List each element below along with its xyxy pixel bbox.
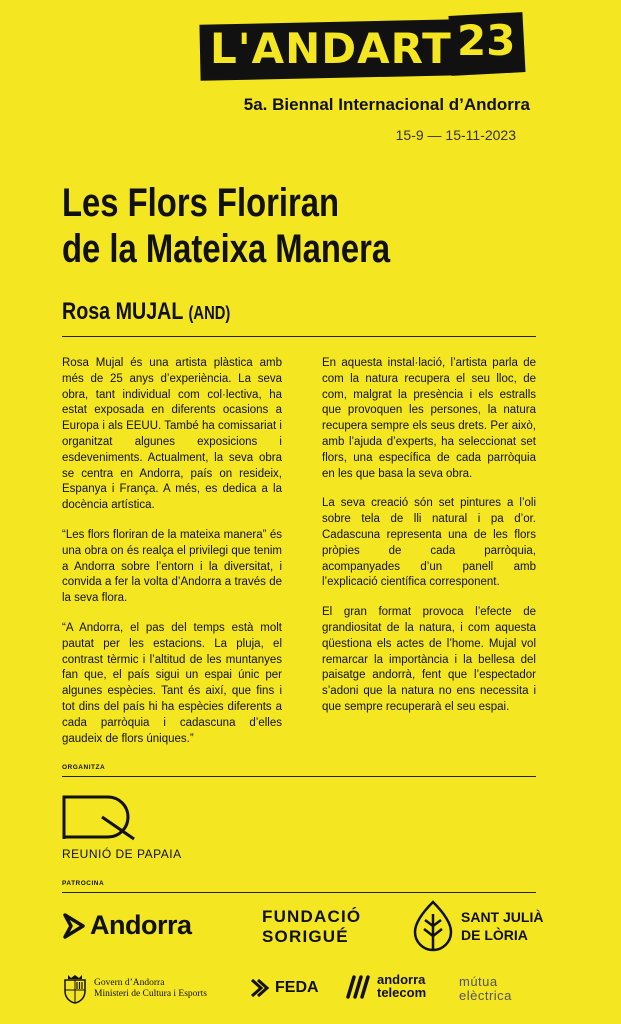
andorra-telecom-logo: [345, 973, 426, 999]
body-column-left: [62, 356, 282, 761]
andorra-logo-text: Andorra: [90, 910, 192, 940]
feda-text: FEDA: [275, 979, 319, 996]
govern-line-1: Govern d’Andorra: [94, 978, 165, 988]
artist-country: (AND): [188, 303, 231, 323]
feda-logo: [250, 976, 319, 1000]
artist-full-name: Rosa MUJAL: [62, 298, 184, 325]
logo-year: 23: [457, 16, 516, 65]
landart-logo: [200, 10, 530, 80]
feda-icon: [250, 976, 272, 1000]
event-subtitle: 5a. Biennal Internacional d’Andorra: [243, 95, 530, 114]
event-dates: 15-9 — 15-11-2023: [395, 127, 516, 143]
coat-of-arms-icon: [62, 974, 88, 1004]
paragraph: En aquesta instal·lació, l’artista parla de com la natura recupera el seu lloc, de com, malgrat la presència i els estralls que provoquen les persones, la natura recupera sempre els seus drets. Per això, amb l’ajuda d’experts, ha seleccionat set flors, una específica de cada parròquia en les que basa la seva obra.: [322, 357, 536, 480]
divider-patrocina: [62, 892, 536, 893]
mutua-electrica-logo: [459, 975, 512, 1003]
organitza-label: ORGANITZA: [62, 764, 106, 771]
artwork-title: [62, 180, 488, 272]
title-line-2: de la Mateixa Manera: [62, 227, 391, 271]
reunio-logo-icon: [62, 793, 142, 846]
logo-text: L'ANDART: [210, 24, 452, 73]
mutua-line-1: mútua: [459, 974, 498, 989]
play-arrow-icon: [62, 912, 86, 940]
divider-top: [62, 336, 536, 337]
paragraph: Rosa Mujal és una artista plàstica amb més de 25 anys d’experiència. La seva obra, tant individual com col·lectiva, ha estat exposada en diferents ocasions a Europa i als EEUU. També ha comissariat i organitzat algunes exposicions i esdeveniments. Actualment, la seva obra se centra en Andorra, país on resideix, Espanya i França. A més, es dedica a la docència artística.: [62, 357, 282, 512]
patrocina-label: PATROCINA: [62, 880, 105, 887]
fundacio-sorigue-logo: [262, 907, 361, 947]
santjulia-line-2: DE LÒRIA: [461, 927, 528, 943]
leaf-icon: [413, 900, 453, 952]
fundacio-line-1: FUNDACIÓ: [262, 907, 362, 926]
paragraph: “A Andorra, el pas del temps està molt pautat per les estacions. La pluja, el contrast tèrmic i l’altitud de les muntanyes fan que, el país sigui un espai únic per algunes espècies. Tant és així, que fins i tot dins del país hi ha espècies diferents a cada parròquia i cadascuna d’elles gaudeix de flors úniques.”: [62, 621, 282, 745]
santjulia-line-1: SANT JULIÀ: [461, 909, 544, 925]
andorra-turisme-logo: [62, 910, 192, 941]
artist-name: [62, 298, 230, 326]
telecom-signal-icon: [345, 973, 371, 999]
govern-andorra-logo: [62, 974, 207, 1004]
govern-line-2: Ministeri de Cultura i Esports: [94, 989, 207, 999]
mutua-line-2: elèctrica: [459, 988, 512, 1003]
title-line-1: Les Flors Floriran: [62, 181, 340, 225]
body-column-right: [322, 356, 536, 730]
fundacio-line-2: SORIGUÉ: [262, 927, 349, 946]
sant-julia-logo: [413, 900, 543, 952]
telecom-line-2: telecom: [377, 985, 427, 1000]
divider-organitza: [62, 776, 536, 777]
paragraph: “Les flors floriran de la mateixa manera” és una obra on és realça el privilegi que tenim a Andorra sobre l’entorn i la diversitat, i convida a fer la volta d’Andorra a través de la seva flora.: [62, 528, 282, 605]
organizer-name: REUNIÓ DE PAPAIA: [62, 847, 182, 861]
telecom-line-1: andorra: [377, 972, 426, 987]
paragraph: El gran format provoca l’efecte de grandiositat de la natura, i com aquesta qüestiona els actes de l’home. Mujal vol remarcar la importància i la bellesa del paisatge andorrà, fent que l’espectador s’adoni que la natura no ens necessita i que sempre recuperarà el seu espai.: [322, 606, 536, 713]
paragraph: La seva creació són set pintures a l’oli sobre tela de lli natural i pa d’or. Cadascuna representa una de les flors pròpies de cada parròquia, acompanyades d’un panell amb l’explicació científica corresponent.: [322, 497, 536, 589]
